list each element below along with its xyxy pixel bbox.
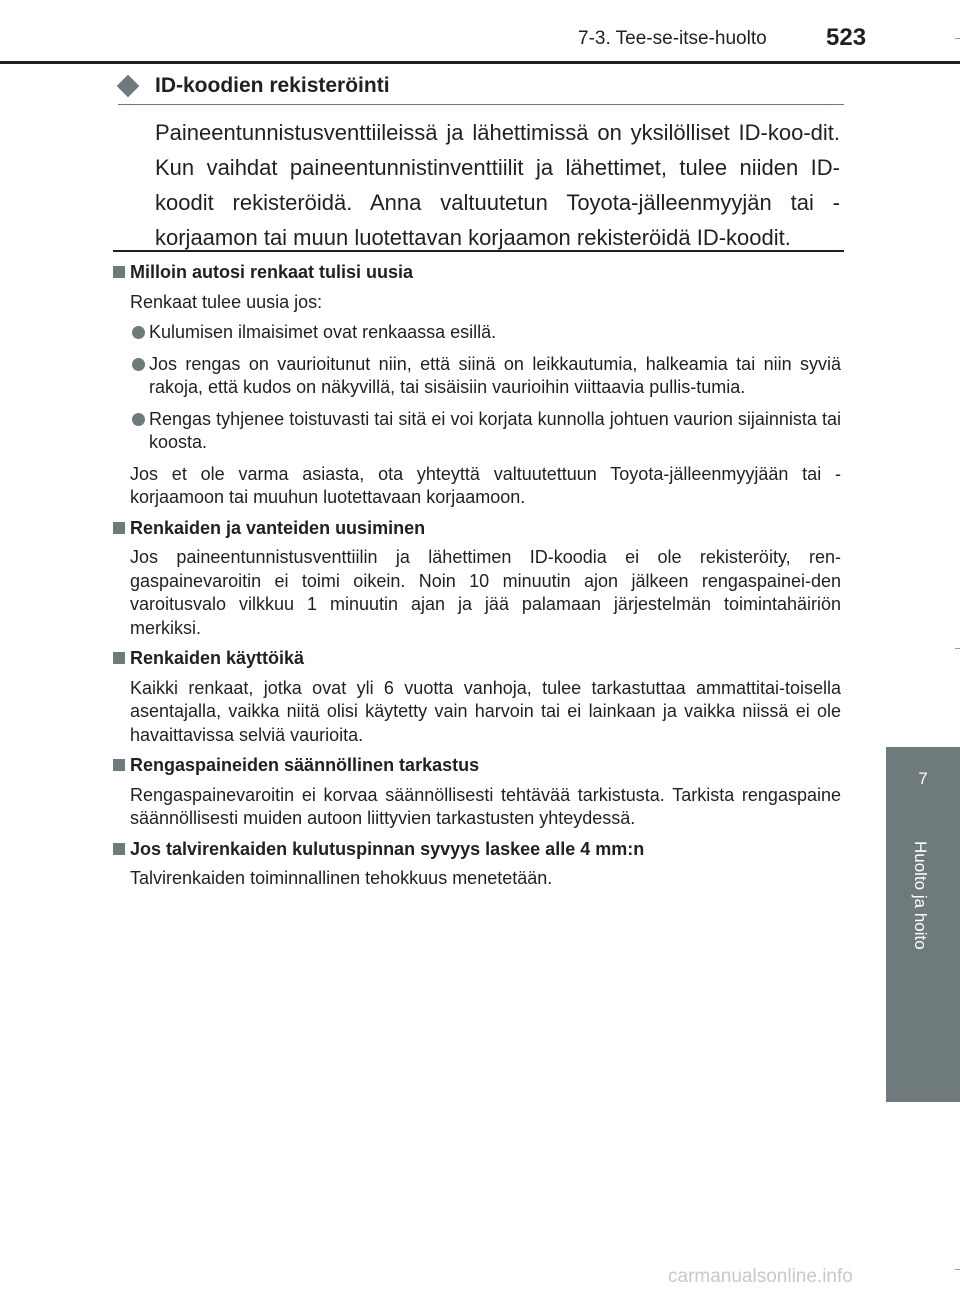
note-heading-text: Renkaiden käyttöikä	[130, 648, 305, 668]
bullet-item	[111, 408, 841, 455]
note-heading-text: Milloin autosi renkaat tulisi uusia	[130, 262, 414, 282]
note-heading-text: Jos talvirenkaiden kulutuspinnan syvyys laskee alle 4 mm:n	[130, 838, 645, 859]
header-rule	[0, 61, 960, 64]
chapter-number: 7	[918, 769, 928, 788]
note-intro: Renkaat tulee uusia jos:	[130, 291, 323, 312]
note-block	[111, 517, 841, 641]
square-bullet-icon	[113, 843, 125, 855]
square-bullet-icon	[113, 652, 125, 664]
note-block	[111, 754, 841, 831]
square-bullet-icon	[113, 266, 125, 278]
square-bullet-icon	[113, 522, 125, 534]
note-heading-text: Rengaspaineiden säännöllinen tarkastus	[130, 755, 480, 775]
section-rule	[118, 104, 844, 105]
crop-mark	[955, 648, 960, 649]
note-outro: Jos et ole varma asiasta, ota yhteyttä valtuutettuun Toyota-jälleenmyyjään tai -korjaamoon tai muuhun luotettavaan korjaamoon.	[130, 463, 841, 507]
bullet-item	[111, 321, 841, 345]
bullet-text: Jos rengas on vaurioitunut niin, että siinä on leikkautumia, halkeamia tai niin syviä rakoja, että kudos on näkyvillä, tai sisäisiin vaurioihin viittaavia pullis-tumia.	[149, 353, 841, 397]
note-heading	[111, 261, 841, 285]
circle-bullet-icon	[132, 358, 145, 371]
bullet-text: Kulumisen ilmaisimet ovat renkaassa esillä.	[149, 322, 497, 342]
note-block	[111, 838, 841, 891]
note-block	[111, 261, 841, 510]
section-heading	[118, 72, 844, 104]
note-text: Talvirenkaiden toiminnallinen tehokkuus menetetään.	[130, 868, 553, 888]
note-text: Jos paineentunnistusventtiilin ja lähettimen ID-koodia ei ole rekisteröity, ren-gaspainevaroitin ei toimi oikein. Noin 10 minuutin ajon jälkeen rengaspainei-den varoitusvalo vilkkuu 1 minuutin ajan ja jää palamaan järjestelmän toimintahäiriön merkiksi.	[130, 547, 841, 638]
note-block	[111, 647, 841, 747]
header-section-title: 7-3. Tee-se-itse-huolto	[578, 28, 767, 49]
note-heading	[111, 647, 841, 671]
chapter-label: Huolto ja hoito	[911, 841, 930, 950]
notes-content	[111, 261, 841, 898]
diamond-icon	[117, 75, 140, 98]
section-body: Paineentunnistusventtiileissä ja lähettimissä on yksilölliset ID-koo-dit. Kun vaihdat paineentunnistinventtiilit ja lähettimet, tulee niiden ID-koodit rekisteröidä. Anna valtuutetun Toyota-jälleenmyyjän tai -korjaamon tai muun luotettavan korjaamon rekisteröidä ID-koodit.	[155, 120, 840, 250]
circle-bullet-icon	[132, 413, 145, 426]
section-divider	[113, 250, 844, 252]
note-heading-text: Renkaiden ja vanteiden uusiminen	[130, 517, 426, 538]
square-bullet-icon	[113, 759, 125, 771]
bullet-item	[111, 353, 841, 400]
crop-mark	[955, 1269, 960, 1270]
note-heading	[111, 754, 841, 778]
chapter-tab-label-area	[886, 827, 960, 1102]
watermark: carmanualsonline.info	[668, 1266, 853, 1287]
bullet-text: Rengas tyhjenee toistuvasti tai sitä ei voi korjata kunnolla johtuen vaurion sijainnista tai koosta.	[149, 408, 841, 452]
note-text: Kaikki renkaat, jotka ovat yli 6 vuotta vanhoja, tulee tarkastuttaa ammattitai-toisella asentajalla, vaikka niitä olisi käytetty vain harvoin tai ei lainkaan ja vaikka niissä ei ole havaittavissa selviä vaurioita.	[130, 677, 841, 745]
circle-bullet-icon	[132, 326, 145, 339]
crop-mark	[955, 38, 960, 39]
section-title: ID-koodien rekisteröinti	[155, 74, 390, 97]
note-heading	[111, 838, 841, 862]
page-header	[0, 0, 960, 70]
page-number: 523	[826, 24, 867, 51]
note-text: Rengaspainevaroitin ei korvaa säännöllisesti tehtävää tarkistusta. Tarkista rengaspaine säännöllisesti muiden autoon liittyvien tarkastusten yhteydessä.	[130, 784, 841, 828]
note-heading	[111, 517, 841, 541]
chapter-tab	[886, 747, 960, 827]
